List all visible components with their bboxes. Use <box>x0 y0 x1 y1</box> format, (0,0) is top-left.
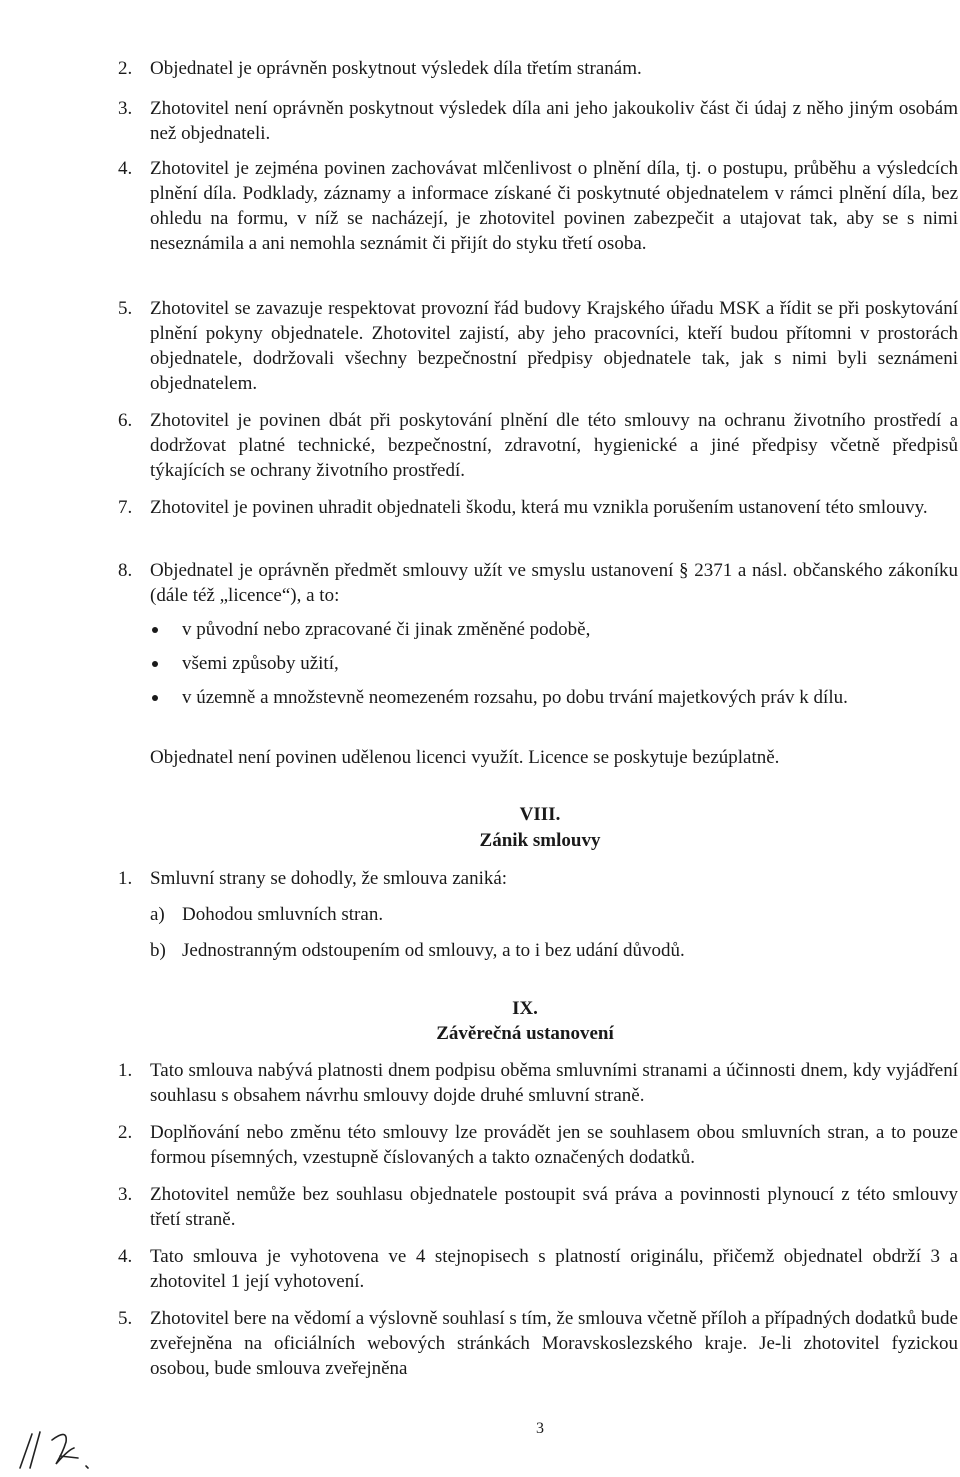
clause-vii-5 <box>118 296 958 396</box>
clause-number: 1. <box>118 1060 133 1081</box>
clause-ix-1 <box>118 1058 958 1108</box>
clause-vii-6 <box>118 408 958 483</box>
licence-note: Objednatel není povinen udělenou licenci využít. Licence se poskytuje bezúplatně. <box>150 747 780 768</box>
page-number: 3 <box>536 1420 544 1437</box>
clause-text: Zhotovitel je povinen uhradit objednateli škodu, která mu vznikla porušením ustanovení této smlouvy. <box>150 497 928 518</box>
clause-vii-7 <box>118 495 958 520</box>
clause-text: Zhotovitel je povinen dbát při poskytování plnění dle této smlouvy na ochranu životního prostředí a dodržovat platné technické, bezpečnostní, zdravotní, hygienické a jiné předpisy včetně předpisů týkajících se ochrany životního prostředí. <box>150 410 958 481</box>
list-item-text: všemi způsoby užití, <box>182 653 339 674</box>
clause-vii-2 <box>118 56 958 81</box>
clause-text: Doplňování nebo změnu této smlouvy lze provádět jen se souhlasem obou smluvních stran, a to pouze formou písemných, vzestupně číslovaných a takto označených dodatků. <box>150 1122 958 1168</box>
list-item <box>150 685 950 710</box>
section-title: Zánik smlouvy <box>479 830 601 851</box>
clause-number: 1. <box>118 868 133 889</box>
subclause-label: b) <box>150 940 166 961</box>
list-item-text: v původní nebo zpracované či jinak změněné podobě, <box>182 619 591 640</box>
clause-text: Tato smlouva je vyhotovena ve 4 stejnopisech s platností originálu, přičemž objednatel obdrží 3 a zhotovitel 1 její vyhotovení. <box>150 1246 958 1292</box>
section-number: IX. <box>512 998 538 1019</box>
clause-number: 5. <box>118 298 133 319</box>
bullet-icon <box>152 627 158 633</box>
clause-number: 5. <box>118 1308 133 1329</box>
handwritten-initials <box>8 1420 118 1475</box>
subclause-a <box>150 902 950 927</box>
subclause-text: Dohodou smluvních stran. <box>182 904 384 925</box>
clause-text: Zhotovitel bere na vědomí a výslovně souhlasí s tím, že smlouva včetně příloh a případných dodatků bude zveřejněna na oficiálních webových stránkách Moravskoslezského kraje. Je-li zhotovitel fyzickou osobou, bude smlouva zveřejněna <box>150 1308 958 1379</box>
bullet-icon <box>152 695 158 701</box>
clause-number: 4. <box>118 1246 133 1267</box>
clause-text: Zhotovitel není oprávněn poskytnout výsledek díla ani jeho jakoukoliv část či údaj z něho jiným osobám než objednateli. <box>150 98 958 144</box>
clause-vii-3 <box>118 96 958 146</box>
bullet-icon <box>152 661 158 667</box>
clause-text: Objednatel je oprávněn předmět smlouvy užít ve smyslu ustanovení § 2371 a násl. občanského zákoníku (dále též „licence“), a to: <box>150 560 958 606</box>
clause-ix-2 <box>118 1120 958 1170</box>
list-item <box>150 617 950 642</box>
clause-text: Smluvní strany se dohodly, že smlouva zaniká: <box>150 868 508 889</box>
clause-number: 2. <box>118 58 133 79</box>
clause-text: Objednatel je oprávněn poskytnout výsledek díla třetím stranám. <box>150 58 642 79</box>
clause-text: Tato smlouva nabývá platnosti dnem podpisu oběma smluvními stranami a účinnosti dnem, kdy vyjádření souhlasu s obsahem návrhu smlouvy dojde druhé smluvní straně. <box>150 1060 958 1106</box>
licence-bullet-list <box>150 617 950 719</box>
clause-number: 8. <box>118 560 133 581</box>
clause-ix-3 <box>118 1182 958 1232</box>
clause-number: 2. <box>118 1122 133 1143</box>
section-title: Závěrečná ustanovení <box>436 1023 614 1044</box>
list-item <box>150 651 950 676</box>
clause-vii-8 <box>118 558 958 608</box>
clause-number: 3. <box>118 1184 133 1205</box>
section-number: VIII. <box>519 804 561 825</box>
clause-viii-1 <box>118 866 958 891</box>
subclause-b <box>150 938 950 963</box>
clause-number: 3. <box>118 98 133 119</box>
clause-ix-4 <box>118 1244 958 1294</box>
clause-text: Zhotovitel se zavazuje respektovat provozní řád budovy Krajského úřadu MSK a řídit se při poskytování plnění pokyny objednatele. Zhotovitel zajistí, aby jeho pracovníci, kteří budou přítomni v prostorách objednatele, dodržovali všechny bezpečnostní předpisy objednatele tak, jak s nimi byli seznámeni objednatelem. <box>150 298 958 394</box>
clause-number: 6. <box>118 410 133 431</box>
subclause-text: Jednostranným odstoupením od smlouvy, a to i bez udání důvodů. <box>182 940 685 961</box>
clause-vii-4 <box>118 156 958 256</box>
clause-number: 7. <box>118 497 133 518</box>
list-item-text: v územně a množstevně neomezeném rozsahu, po dobu trvání majetkových práv k dílu. <box>182 687 848 708</box>
clause-text: Zhotovitel nemůže bez souhlasu objednatele postoupit svá práva a povinnosti plynoucí z této smlouvy třetí straně. <box>150 1184 958 1230</box>
clause-text: Zhotovitel je zejména povinen zachovávat mlčenlivost o plnění díla, tj. o postupu, průběhu a výsledcích plnění díla. Podklady, záznamy a informace získané či poskytnuté objednatelem v rámci plnění díla, bez ohledu na formu, v níž se nacházejí, je zhotovitel povinen zabezpečit a utajovat tak, aby se s nimi neseznámila a ani nemohla seznámit či přijít do styku třetí osoba. <box>150 158 958 254</box>
clause-ix-5 <box>118 1306 958 1381</box>
subclause-label: a) <box>150 904 165 925</box>
clause-number: 4. <box>118 158 133 179</box>
